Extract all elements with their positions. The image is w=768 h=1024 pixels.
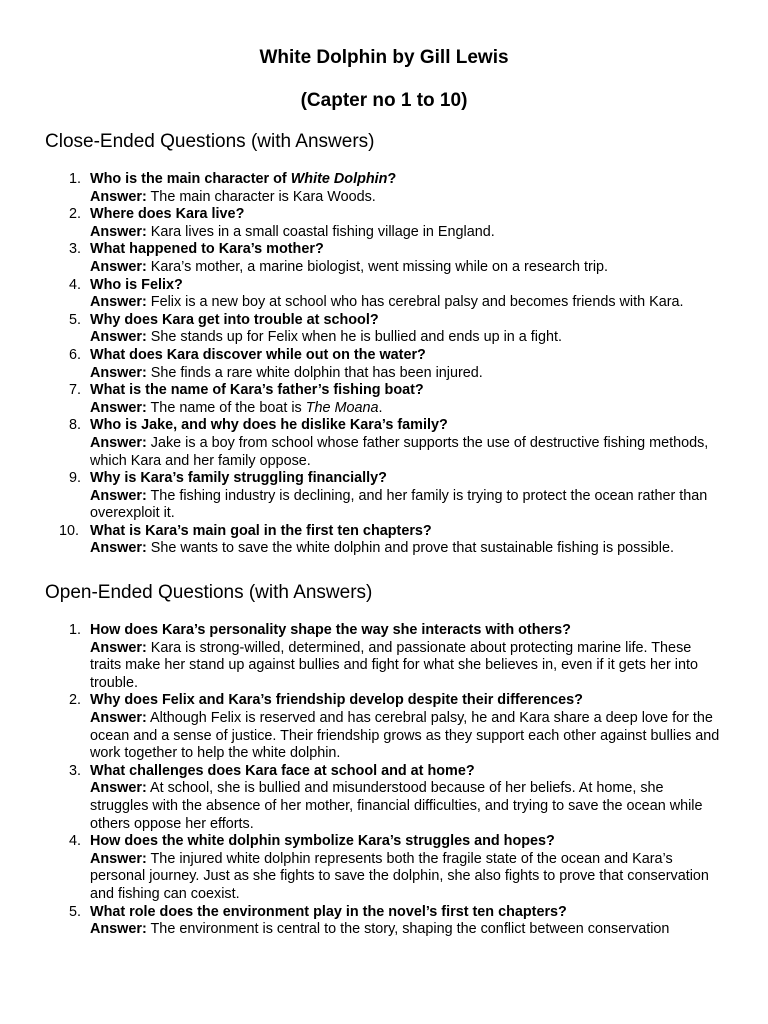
question-number: 9. (68, 470, 81, 487)
answer-label: Answer: (90, 434, 147, 451)
qa-item (0, 833, 720, 903)
question-number: 4. (68, 276, 81, 293)
answer-label: Answer: (90, 780, 147, 797)
qa-item (0, 312, 720, 347)
answer-label: Answer: (90, 223, 147, 240)
answer-label: Answer: (90, 709, 147, 726)
qa-item (0, 622, 720, 692)
qa-item (0, 417, 720, 470)
answer-label: Answer: (90, 258, 147, 275)
answer-text: Answer: The name of the boat is The Moana. (90, 399, 383, 416)
answer-text: Answer: At school, she is bullied and misunderstood because of her beliefs. At home, she struggles with the absence of her mother, financial difficulties, and trying to save the ocean while others oppose her efforts. (90, 780, 703, 832)
question-text: What does Kara discover while out on the water? (90, 346, 426, 363)
answer-label: Answer: (90, 329, 147, 346)
qa-item (0, 470, 720, 523)
answer-text: Answer: Although Felix is reserved and has cerebral palsy, he and Kara share a deep love for the ocean and a sense of justice. Their friendship grows as they support each other against bullies and work together to help the white dolphin. (90, 709, 720, 762)
question-number: 1. (68, 171, 81, 187)
qa-item (0, 382, 720, 417)
open-ended-list (0, 622, 768, 939)
question-number: 2. (68, 206, 81, 223)
question-text: Who is the main character of White Dolphin? (90, 171, 397, 187)
question-text: Who is Jake, and why does he dislike Kara’s family? (90, 417, 448, 434)
answer-text: Answer: She stands up for Felix when he is bullied and ends up in a fight. (90, 329, 562, 346)
question-text: Why does Felix and Kara’s friendship develop despite their differences? (90, 692, 583, 709)
question-number: 5. (68, 311, 81, 328)
question-text: Where does Kara live? (90, 206, 245, 223)
answer-label: Answer: (90, 399, 147, 416)
answer-label: Answer: (90, 639, 147, 656)
question-text: Who is Felix? (90, 276, 183, 293)
answer-text: Answer: She finds a rare white dolphin that has been injured. (90, 364, 483, 381)
question-number: 2. (68, 692, 81, 709)
question-number: 5. (68, 903, 81, 920)
qa-item (0, 347, 720, 382)
question-text: How does the white dolphin symbolize Kara’s struggles and hopes? (90, 833, 555, 850)
qa-item (0, 241, 720, 276)
qa-item (0, 692, 720, 762)
qa-item (0, 277, 720, 312)
answer-label: Answer: (90, 850, 147, 867)
question-text: Why does Kara get into trouble at school? (90, 311, 379, 328)
close-ended-list (0, 171, 768, 558)
question-number: 8. (68, 417, 81, 434)
answer-label: Answer: (90, 921, 147, 938)
question-number: 6. (68, 346, 81, 363)
answer-text: Answer: The fishing industry is declining, and her family is trying to protect the ocean rather than overexploit it. (90, 487, 708, 522)
question-text: Why is Kara’s family struggling financially? (90, 470, 387, 487)
answer-text: Answer: Kara’s mother, a marine biologist, went missing while on a research trip. (90, 258, 609, 275)
answer-text: Answer: The environment is central to the story, shaping the conflict between conservation (90, 921, 670, 938)
answer-label: Answer: (90, 487, 147, 504)
question-text: What is the name of Kara’s father’s fishing boat? (90, 382, 424, 399)
answer-text: Answer: Kara is strong-willed, determined, and passionate about protecting marine life. These traits make her stand up against bullies and fight for what she believes in, even if it gets her into trouble. (90, 639, 698, 691)
question-text: What challenges does Kara face at school and at home? (90, 762, 475, 779)
answer-label: Answer: (90, 540, 147, 557)
question-number: 3. (68, 762, 81, 779)
question-number: 3. (68, 241, 81, 258)
answer-text: Answer: The main character is Kara Woods. (90, 188, 376, 205)
document-subtitle: (Capter no 1 to 10) (300, 90, 468, 111)
qa-item (0, 763, 720, 833)
answer-text: Answer: The injured white dolphin represents both the fragile state of the ocean and Kara’s personal journey. Just as she fights to save the dolphin, she also fights to prove that conservation and fishing can coexist. (90, 850, 709, 902)
answer-label: Answer: (90, 294, 147, 311)
qa-item (0, 206, 720, 241)
answer-text: Answer: Felix is a new boy at school who has cerebral palsy and becomes friends with Kara. (90, 294, 684, 311)
question-text: What happened to Kara’s mother? (90, 241, 324, 258)
qa-item (0, 171, 720, 206)
question-text: What is Kara’s main goal in the first ten chapters? (90, 522, 432, 539)
question-number: 7. (68, 382, 81, 399)
question-text: What role does the environment play in the novel’s first ten chapters? (90, 903, 567, 920)
open-ended-heading: Open-Ended Questions (with Answers) (45, 582, 373, 603)
answer-text: Answer: Kara lives in a small coastal fishing village in England. (90, 223, 495, 240)
question-text: How does Kara’s personality shape the way she interacts with others? (90, 622, 571, 638)
answer-label: Answer: (90, 188, 147, 205)
answer-text: Answer: She wants to save the white dolphin and prove that sustainable fishing is possible. (90, 540, 674, 557)
answer-text: Answer: Jake is a boy from school whose father supports the use of destructive fishing methods, which Kara and her family oppose. (90, 434, 709, 469)
document-title: White Dolphin by Gill Lewis (259, 47, 509, 68)
answer-label: Answer: (90, 364, 147, 381)
question-number: 4. (68, 833, 81, 850)
question-number: 1. (68, 622, 81, 638)
qa-item (0, 523, 720, 558)
close-ended-heading: Close-Ended Questions (with Answers) (45, 131, 375, 152)
qa-item (0, 904, 720, 939)
question-number: 10. (59, 522, 80, 539)
